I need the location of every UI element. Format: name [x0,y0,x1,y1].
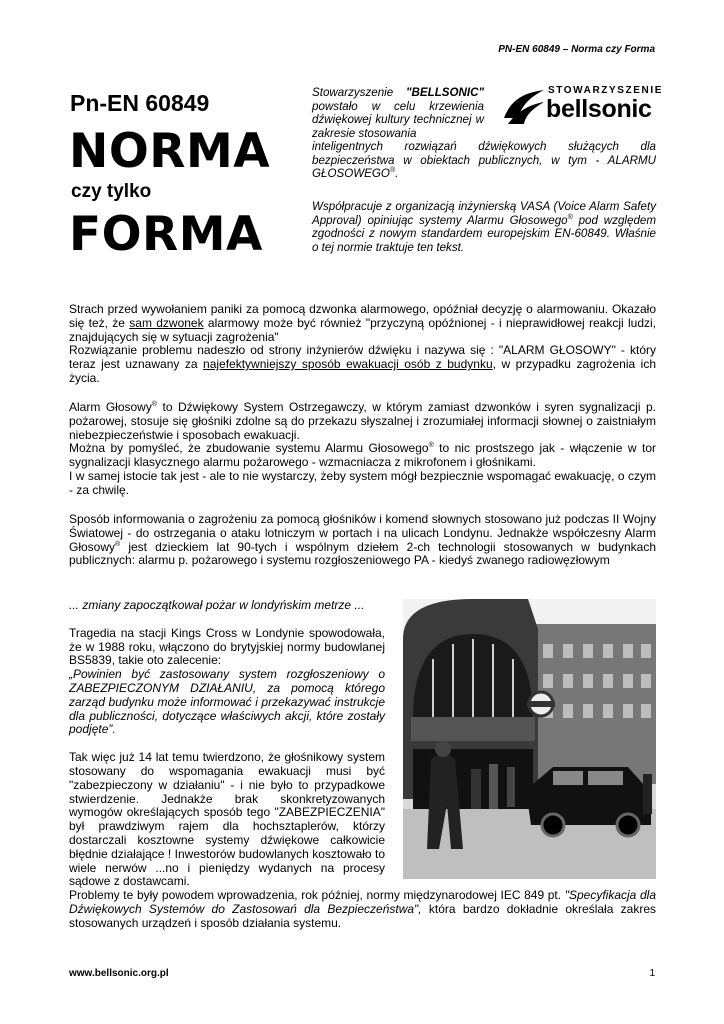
paragraph [69,401,656,442]
paragraph [69,513,656,568]
text: która bardzo dokładnie określała zakres stosowanych urządzeń i sposób działania systemu. [69,901,656,930]
intro-paragraph-2 [312,200,656,254]
paragraph [69,889,656,930]
text: alarmowy może być również "przyczyną opóźnionej - i nieprawidłowej reakcji ludzi, znajdujących się w sytuacji zagrożenia" [69,315,657,344]
bellsonic-logo [500,85,664,129]
paragraph: Tak więc już 14 lat temu twierdzono, że głośnikowy system stosowany do wspomagania ewakuacji musi być "zabezpieczony w działaniu" - i nie było to przypadkowe stwierdzenie. Jednakże brak skonkretyzowanych wymogów określających sposób tego "ZABEZPIECZENIA" był prawdziwym rajem dla hochsztaplerów, którzy dostarczali kosztowne systemy dźwiękowe całkowicie błędnie działające ! Inwestorów budowlanych kosztowało to wiele nerwów ...no i pieniędzy wydanych na procesy sądowe z dostawcami. [69,750,385,889]
running-header: PN-EN 60849 – Norma czy Forma [498,44,655,55]
station-entrance-image [403,599,656,879]
text: Strach przed wywołaniem paniki za pomocą dzwonka alarmowego, opóźniał decyzję o alarmowaniu. Okazało się też, że [69,302,656,330]
registered-mark: ® [115,540,121,548]
text: Sposób informowania o zagrożeniu za pomocą głośników i komend słownych stosowano już podczas II Wojny Światowej - do ostrzegania o ataku lotniczym w portach i na ulicach Londynu. Jednakże współczesny Alarm Głosowy [69,512,656,554]
text: Można by pomyśleć, że zbudowanie systemu Alarmu Głosowego [69,441,429,456]
intro-org-prefix: Stowarzyszenie [312,86,407,99]
title-line-4: FORMA [69,207,263,262]
paragraph: I w samej istocie tak jest - ale to nie wystarczy, żeby system mógł bezpiecznie wspomagać ewakuację, o czym - za chwilę. [69,468,656,497]
intro-paragraph-1b [312,140,656,181]
footer-url-link[interactable]: www.bellsonic.org.pl [69,968,169,979]
registered-mark: ® [428,442,434,450]
italic-title: "Specyfikacja dla Dźwiękowych Systemów do Zastosowań dla Bezpieczeństwa", [69,888,656,916]
section-alarm-definition [69,401,656,498]
intro-text-a: powstało w celu krzewienia dźwiękowej kultury technicznej w zakresie stosowania [312,99,484,140]
quote: „Powinien być zastosowany system rozgłoszeniowy o ZABEZPIECZONYM DZIAŁANIU, za pomocą którego zarząd budynku może informować i przekazywać instrukcje dla publiczności, dotyczące właściwych akcji, które zostały podjęte”. [69,667,385,737]
text: , w przypadku zagrożenia ich życia. [69,357,657,385]
underlined-text: sam dzwonek [129,315,204,330]
text: to nic prostszego jak - włączenie w tor sygnalizacji klasycznego alarmu pożarowego - wzmacniacza z mikrofonem i głośnikami. [69,441,656,470]
column-lead: ... zmiany zapoczątkował pożar w londyńskim metrze ... [69,598,365,612]
logo-wordmark: bellsonic [546,95,652,123]
paragraph [69,303,656,344]
paragraph: Tragedia na stacji Kings Cross w Londynie spowodowała, że w 1988 roku, włączono do brytyjskiej normy budowlanej BS5839, takie oto zalecenie: [69,625,385,668]
underlined-text: najefektywniejszy sposób ewakuacji osób z budynku [203,357,493,372]
paragraph [69,442,656,470]
bell-swoosh-icon [502,88,546,128]
paragraph [69,344,656,385]
intro-paragraph-1a [312,86,484,140]
intro-text-b: inteligentnych rozwiązań dźwiękowych służących dla bezpieczeństwa w obiektach publicznych, w tym - ALARMU GŁOSOWEGO [312,140,656,181]
title-line-3: czy tylko [71,181,152,202]
title-line-1: Pn-EN 60849 [70,90,210,116]
intro-org-name: "BELLSONIC" [406,86,484,99]
section-closing [69,889,656,930]
text: Problemy te były powodem wprowadzenia, rok później, normy międzynarodowej IEC 849 pt. [69,888,565,902]
intro-p2-a: Współpracuje z organizacją inżynierską VASA (Voice Alarm Safety Approval) opiniując systemy Alarmu Głosowego [312,200,656,227]
section-intro-text [69,303,656,386]
text: jest dzieckiem lat 90-tych i wspólnym dziełem 2-ch technologii stosowanych w budynkach publicznych: alarmu p. pożarowego i systemu rozgłoszeniowego PA - kiedyś zwanego radiowęzłowym [69,539,656,568]
section-history [69,513,656,568]
registered-mark: ® [567,213,573,221]
intro-text-end: . [395,167,399,181]
kings-cross-photo [403,599,656,879]
intro-p2-b: pod względem zgodności z nowym standardem europejskim EN-60849. Właśnie o tej normie traktuje ten tekst. [312,213,657,254]
text: to Dźwiękowy System Ostrzegawczy, w którym zamiast dzwonków i syren sygnalizacji p. pożarowej, stosuje się głośniki zdolne są do przekazu słyszalnej i zrozumiałej informacji słownej o zaistniałym niebezpieczeństwie i sposobach ewakuacji. [69,400,657,442]
text: Rozwiązanie problemu nadeszło od strony inżynierów dźwięku i nazywa się : "ALARM GŁOSOWY" - który teraz jest uznawany za [69,343,656,372]
article-column [69,599,385,889]
page-number: 1 [649,968,655,979]
title-line-2: NORMA [69,124,271,179]
registered-mark: ® [151,401,158,408]
registered-mark: ® [389,167,396,175]
text: Alarm Głosowy [69,400,152,414]
logo-small-text: STOWARZYSZENIE [548,85,664,96]
